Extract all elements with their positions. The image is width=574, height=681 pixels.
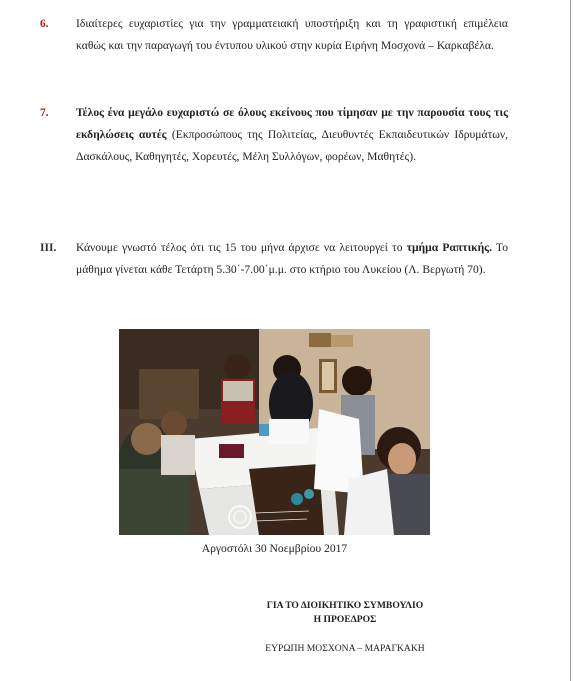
signature-title: ΓΙΑ ΤΟ ΔΙΟΙΚΗΤΙΚΟ ΣΥΜΒΟΥΛΙΟ — [266, 600, 424, 611]
list-item-6 — [40, 13, 508, 57]
signature-role: Η ΠΡΟΕΔΡΟΣ — [313, 614, 377, 625]
item-text-before: Κάνουμε γνωστό τέλος ότι τις 15 του μήνα άρχισε να λειτουργεί το — [76, 241, 407, 254]
item-bold-text: Τέλος ένα μεγάλο ευχαριστώ σε όλους εκείνους που τίμησαν με την παρουσία τους τις εκδηλώσεις αυτές — [76, 106, 508, 141]
item-text-after: Το μάθημα γίνεται κάθε Τετάρτη 5.30΄-7.00΄μ.μ. στο κτήριο του Λυκείου (Λ. Βεργωτή 70). — [76, 241, 508, 276]
item-number: III. — [40, 241, 57, 254]
list-item-iii — [40, 237, 508, 281]
item-text — [76, 102, 508, 168]
item-bold-text: τμήμα Ραπτικής. — [406, 241, 492, 254]
item-text: Ιδιαίτερες ευχαριστίες για την γραμματειακή υποστήριξη και τη γραφιστική επιμέλεια καθώς και την παραγωγή του έντυπου υλικού στην κυρία Ειρήνη Μοσχονά – Καρκαβέλα. — [76, 17, 508, 52]
signature-name: ΕΥΡΩΠΗ ΜΟΣΧΟΝΑ – ΜΑΡΑΓΚΑΚΗ — [265, 643, 425, 654]
item-text — [76, 237, 508, 281]
item-normal-text: (Εκπροσώπους της Πολιτείας, Διευθυντές Εκπαιδευτικών Ιδρυμάτων, Δασκάλους, Καθηγητές, Χορευτές, Μέλη Συλλόγων, φορέων, Μαθητές). — [76, 128, 508, 163]
photo-caption: Αργοστόλι 30 Νοεμβρίου 2017 — [201, 542, 348, 555]
item-number: 7. — [40, 106, 49, 119]
page-edge — [570, 0, 571, 681]
item-number: 6. — [40, 17, 49, 30]
sewing-class-photo — [119, 329, 430, 535]
list-item-7 — [40, 102, 508, 168]
